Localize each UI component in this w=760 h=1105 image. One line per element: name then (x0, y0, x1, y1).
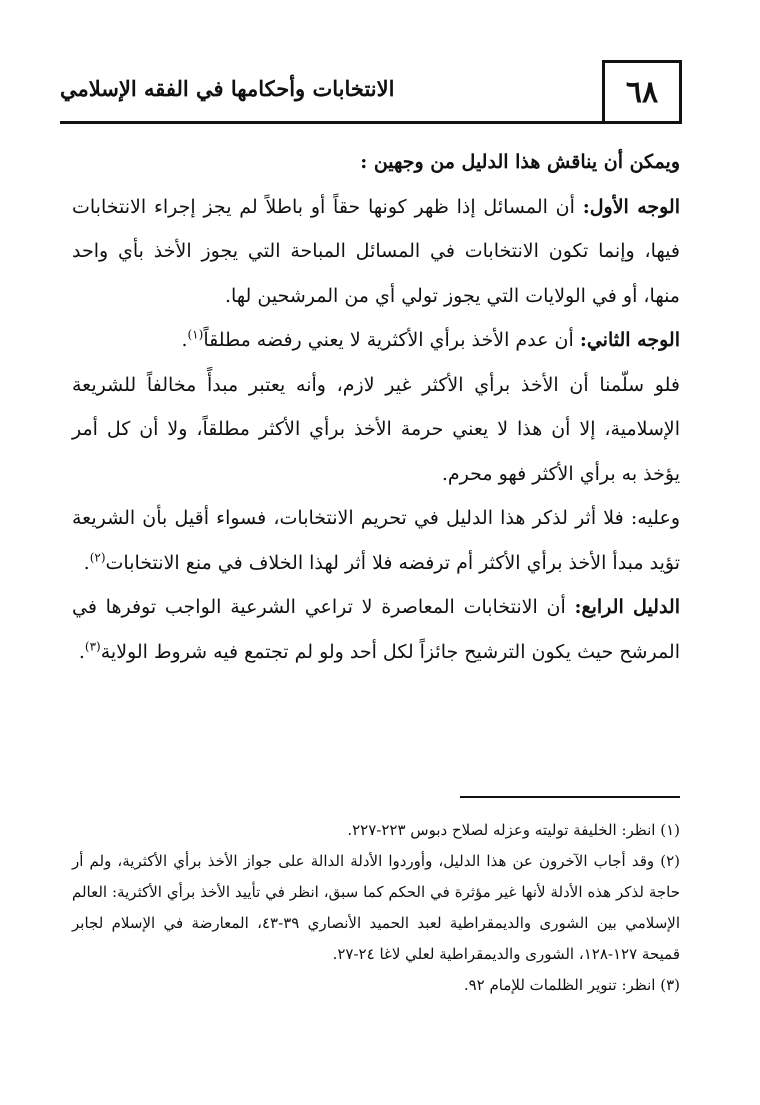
second-aspect-label: الوجه الثاني: (579, 329, 680, 351)
footnote-3: (٣) انظر: تنوير الظلمات للإمام ٩٢. (463, 976, 680, 994)
footnote-ref-1: (١) (187, 327, 204, 342)
fourth-evidence-label: الدليل الرابع: (574, 596, 681, 618)
page-header (60, 60, 682, 124)
footnote-ref-3: (٣) (84, 639, 101, 654)
fourth-evidence-text: أن الانتخابات المعاصرة لا تراعي الشرعية الواجب توفرها في المرشح حيث يكون الترشيح جائزاً لكل أحد ولو لم تجتمع فيه شروط الولاية (72, 596, 680, 663)
footnote-separator (460, 796, 680, 798)
paragraph-thus: وعليه: فلا أثر لذكر هذا الدليل في تحريم الانتخابات، فسواء أقيل بأن الشريعة تؤيد مبدأ الأخذ برأي الأكثر أم ترفضه فلا أثر لهذا الخلاف في منع الانتخابات$^{(٢)}$. (72, 507, 680, 574)
second-aspect-text: أن عدم الأخذ برأي الأكثرية لا يعني رفضه مطلقاً (203, 329, 580, 351)
footnotes (72, 815, 680, 1001)
footnote-2: (٢) وقد أجاب الآخرون عن هذا الدليل، وأوردوا الأدلة الدالة على جواز الأخذ برأي الأكثرية، ولم أر حاجة لذكر هذه الأدلة لأنها غير مؤثرة في الحكم كما سبق، انظر في تأييد الأخذ برأي الأكثرية: العالم الإسلامي بين الشورى والديمقراطية لعبد الحميد الأنصاري ٣٩-٤٣، المعارضة في الإسلام لجابر قميحة ١٢٧-١٢٨، الشورى والديمقراطية لعلي لاغا ٢٤-٢٧. (72, 852, 680, 963)
paragraph-fourth-evidence: الدليل الرابع: أن الانتخابات المعاصرة لا تراعي الشرعية الواجب توفرها في المرشح حيث يكون الترشيح جائزاً لكل أحد ولو لم تجتمع فيه شروط الولاية$^{(٣)}$. (72, 596, 681, 663)
thus-text: وعليه: فلا أثر لذكر هذا الدليل في تحريم الانتخابات، فسواء أقيل بأن الشريعة تؤيد مبدأ الأخذ برأي الأكثر أم ترفضه فلا أثر لهذا الخلاف في منع الانتخابات (72, 507, 680, 574)
header-rule (60, 121, 605, 124)
paragraph-second-aspect: الوجه الثاني: أن عدم الأخذ برأي الأكثرية لا يعني رفضه مطلقاً$^{(١)}$. (181, 327, 680, 351)
intro-line (72, 140, 680, 185)
running-title: الانتخابات وأحكامها في الفقه الإسلامي (60, 76, 395, 101)
first-aspect-label: الوجه الأول: (582, 195, 681, 218)
paragraph-conceded (72, 363, 680, 497)
intro-text: ويمكن أن يناقش هذا الدليل من وجهين : (360, 151, 680, 173)
page-number: ٦٨ (602, 60, 682, 124)
footnote-1: (١) انظر: الخليفة توليته وعزله لصلاح دبوس ٢٢٣-٢٢٧. (347, 821, 680, 839)
first-aspect-text: أن المسائل إذا ظهر كونها حقاً أو باطلاً لم يجز إجراء الانتخابات فيها، وإنما تكون الانتخابات في المسائل المباحة التي يجوز الأخذ بأي واحد منها، أو في الولايات التي يجوز تولي أي من المرشحين لها. (72, 195, 680, 307)
footnote-ref-2: (٢) (89, 550, 106, 565)
paragraph-first-aspect (72, 185, 680, 319)
main-text (72, 140, 680, 674)
conceded-text: فلو سلّمنا أن الأخذ برأي الأكثر غير لازم، وأنه يعتبر مبدأً مخالفاً للشريعة الإسلامية، إلا أن هذا لا يعني حرمة الأخذ برأي الأكثر مطلقاً، ولا أن كل أمر يؤخذ به برأي الأكثر فهو محرم. (72, 373, 680, 485)
